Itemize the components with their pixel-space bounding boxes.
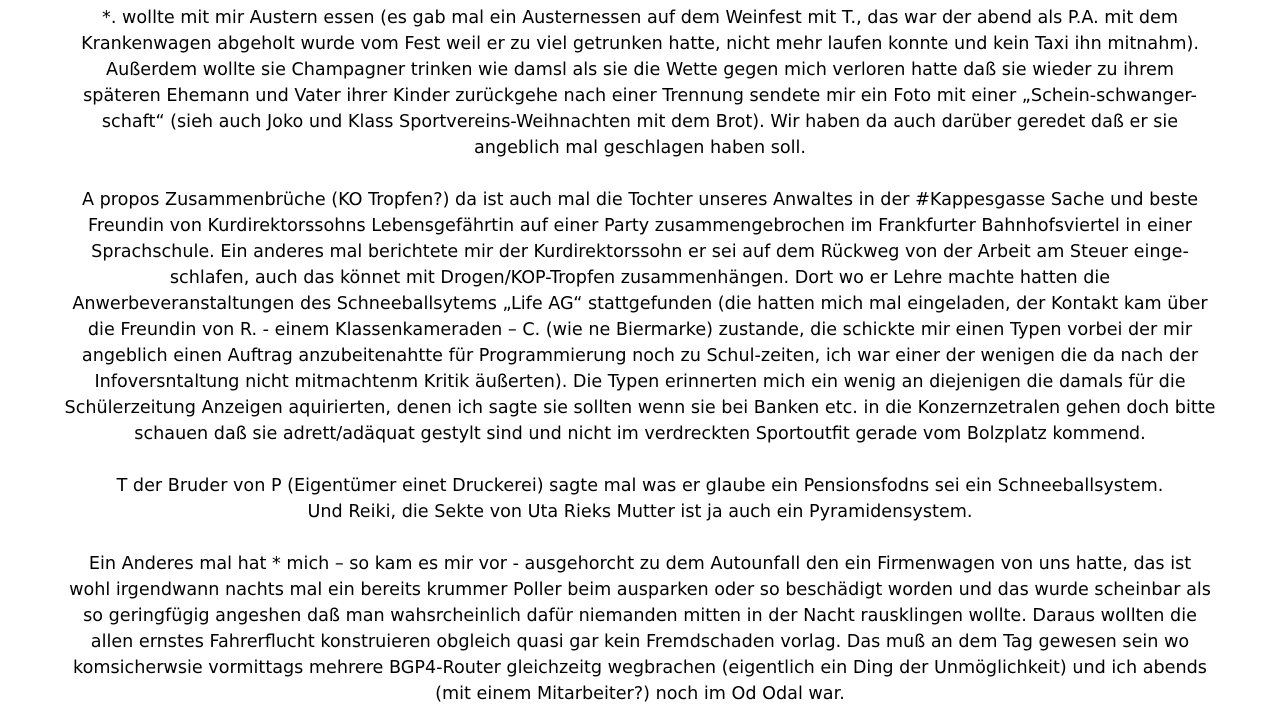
text-line: schlafen, auch das könnet mit Drogen/KOP-Tropfen zusammenhängen. Dort wo er Lehre machte hatten die	[169, 268, 1111, 288]
text-line: T der Bruder von P (Eigentümer einet Druckerei) sagte mal was er glaube ein Pensionsfodns sei ein Schneeballsystem.	[116, 476, 1164, 496]
text-line: Ein Anderes mal hat * mich – so kam es mir vor - ausgehorcht zu dem Autounfall den ein Firmenwagen von uns hatte, das ist	[88, 554, 1192, 574]
paragraph-zusammenbrueche	[0, 187, 1280, 447]
text-line: (mit einem Mitarbeiter?) noch im Od Odal war.	[435, 684, 845, 704]
text-line: Sprachschule. Ein anderes mal berichtete mir der Kurdirektorssohn er sei auf dem Rückweg von der Arbeit am Steuer einge-	[91, 242, 1189, 262]
text-line: angeblich mal geschlagen haben soll.	[473, 138, 807, 158]
text-line: wohl irgendwann nachts mal ein bereits krummer Poller beim ausparken oder so beschädigt worden und das wurde scheinbar als	[69, 580, 1211, 600]
text-line: die Freundin von R. - einem Klassenkameraden – C. (wie ne Biermarke) zustande, die schickte mir einen Typen vorbei der mir	[87, 320, 1193, 340]
text-line: angeblich einen Auftrag anzubeitenahtte für Programmierung noch zu Schul-zeiten, ich war einer der wenigen die da nach der	[81, 346, 1199, 366]
text-line: A propos Zusammenbrüche (KO Tropfen?) da ist auch mal die Tochter unseres Anwaltes in der #Kappesgasse Sache und beste	[81, 190, 1199, 210]
paragraph-gap	[0, 525, 1280, 551]
text-line: Infoversntaltung nicht mitmachtenm Kritik äußerten). Die Typen erinnerten mich ein wenig an diejenigen die damals für die	[94, 372, 1186, 392]
text-line: Und Reiki, die Sekte von Uta Rieks Mutter ist ja auch ein Pyramidensystem.	[307, 502, 973, 522]
text-line: schaft“ (sieh auch Joko und Klass Sportvereins-Weihnachten mit dem Brot). Wir haben da auch darüber geredet daß er sie	[101, 112, 1179, 132]
paragraph-gap	[0, 161, 1280, 187]
paragraph-austern	[0, 5, 1280, 161]
text-line: Schülerzeitung Anzeigen aquirierten, denen ich sagte sie sollten wenn sie bei Banken etc. in die Konzernzetralen gehen doch bitte	[64, 398, 1216, 418]
paragraph-schneeballsystem	[0, 473, 1280, 525]
text-line: späteren Ehemann und Vater ihrer Kinder zurückgehe nach einer Trennung sendete mir ein Foto mit einer „Schein-schwanger-	[83, 86, 1197, 106]
text-line: schauen daß sie adrett/adäquat gestylt sind und nicht im verdreckten Sportoutfit gerade vom Bolzplatz kommend.	[134, 424, 1146, 444]
document-body	[0, 5, 1280, 707]
text-line: komsicherwsie vormittags mehrere BGP4-Router gleichzeitg wegbrachen (eigentlich ein Ding der Unmöglichkeit) und ich abends	[73, 658, 1207, 678]
text-line: *. wollte mit mir Austern essen (es gab mal ein Austernessen auf dem Weinfest mit T., das war der abend als P.A. mit dem	[102, 8, 1178, 28]
text-line: Außerdem wollte sie Champagner trinken wie damsl als sie die Wette gegen mich verloren hatte daß sie wieder zu ihrem	[106, 60, 1174, 80]
text-line: Anwerbeveranstaltungen des Schneeballsytems „Life AG“ stattgefunden (die hatten mich mal eingeladen, der Kontakt kam über	[72, 294, 1208, 314]
text-line: so geringfügig angeshen daß man wahsrcheinlich dafür niemanden mitten in der Nacht rausklingen wollte. Daraus wollten die	[83, 606, 1197, 626]
paragraph-autounfall	[0, 551, 1280, 707]
paragraph-gap	[0, 447, 1280, 473]
text-line: Krankenwagen abgeholt wurde vom Fest weil er zu viel getrunken hatte, nicht mehr laufen konnte und kein Taxi ihn mitnahm).	[81, 34, 1199, 54]
text-line: Freundin von Kurdirektorssohns Lebensgefährtin auf einer Party zusammengebrochen im Frankfurter Bahnhofsviertel in einer	[88, 216, 1192, 236]
text-line: allen ernstes Fahrerflucht konstruieren obgleich quasi gar kein Fremdschaden vorlag. Das muß an dem Tag gewesen sein wo	[90, 632, 1190, 652]
